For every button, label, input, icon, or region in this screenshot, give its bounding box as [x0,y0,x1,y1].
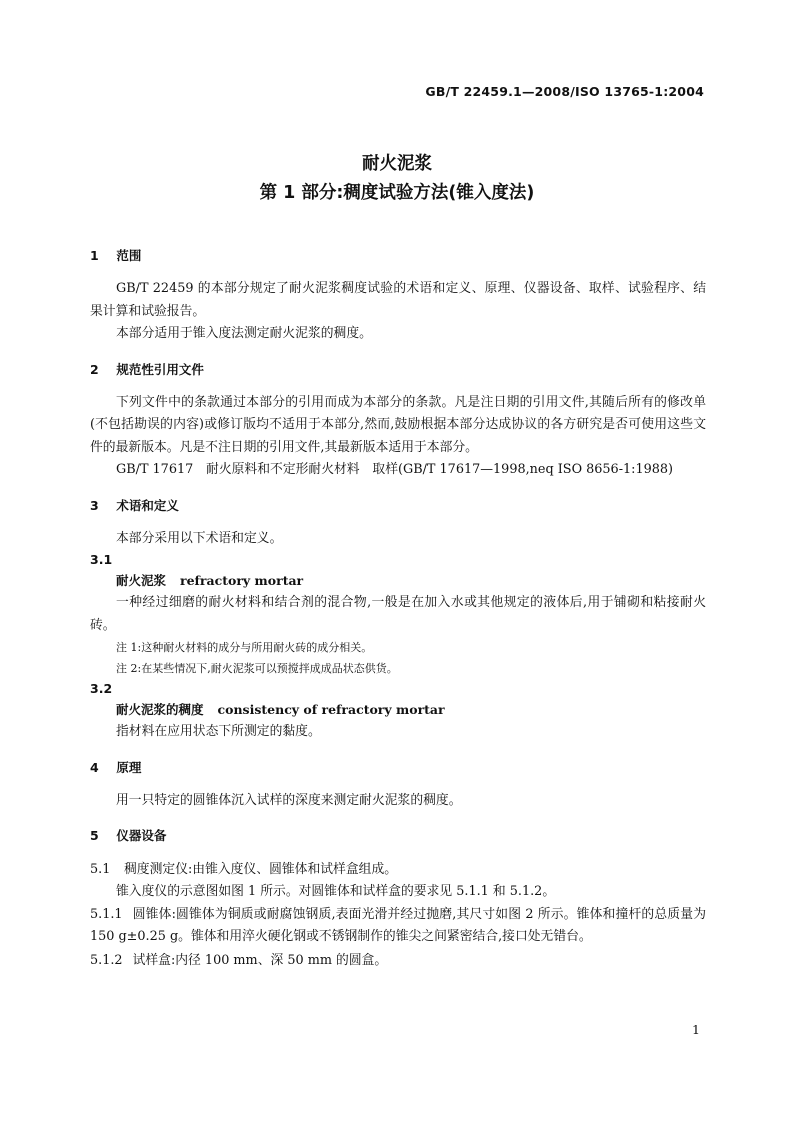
paragraph: 锥入度仪的示意图如图 1 所示。对圆锥体和试样盒的要求见 5.1.1 和 5.1.2。 [116,884,556,899]
section-title: 范围 [116,248,142,263]
clause-text: 试样盒:内径 100 mm、深 50 mm 的圆盒。 [132,952,388,968]
clause-text: 稠度测定仪:由锥入度仪、圆锥体和试样盒组成。 [124,862,398,877]
section-heading-scope [90,246,706,266]
paragraph: 用一只特定的圆锥体沉入试样的深度来测定耐火泥浆的稠度。 [116,792,462,808]
clause-number: 5.1.1 [90,906,123,922]
note: 注 2:在某些情况下,耐火泥浆可以预搅拌成成品状态供货。 [116,662,398,675]
term-entry [90,699,706,721]
section-heading-normative-references [90,360,706,380]
section-title: 仪器设备 [116,828,167,843]
section-title: 规范性引用文件 [116,361,204,377]
paragraph: 本部分适用于锥入度法测定耐火泥浆的稠度。 [116,326,372,341]
section-title: 术语和定义 [116,497,179,513]
section-heading-principle [90,758,706,778]
section-number: 2 [90,361,99,377]
term-english: consistency of refractory mortar [217,702,445,717]
section-title: 原理 [116,759,142,775]
clause-5-1-1 [90,904,706,949]
section-number: 5 [90,828,99,843]
term-chinese: 耐火泥浆的稠度 [116,702,204,717]
section-number: 3 [90,497,99,513]
section-number: 4 [90,759,99,775]
term-definition: 指材料在应用状态下所测定的黏度。 [116,724,321,739]
paragraph: 本部分采用以下术语和定义。 [116,530,283,546]
paragraph: 下列文件中的条款通过本部分的引用而成为本部分的条款。凡是注日期的引用文件,其随后所有的修改单(不包括勘误的内容)或修订版均不适用于本部分,然而,鼓励根据本部分达成协议的各方研究是否可使用这些文件的最新版本。凡是不注日期的引用文件,其最新版本适用于本部分。 [90,394,706,455]
term-definition: 一种经过细磨的耐火材料和结合剂的混合物,一般是在加入水或其他规定的液体后,用于铺砌和粘接耐火砖。 [90,595,706,633]
standard-code: GB/T 22459.1—2008/ISO 13765-1:2004 [425,84,704,99]
document-title: 耐火泥浆 [362,154,432,174]
note: 注 1:这种耐火材料的成分与所用耐火砖的成分相关。 [116,641,373,654]
clause-text: 圆锥体:圆锥体为铜质或耐腐蚀钢质,表面光滑并经过抛磨,其尺寸如图 2 所示。锥体和撞杆的总质量为 150 g±0.25 g。锥体和用淬火硬化钢或不锈钢制作的锥尖之间紧密结合,接口处无错台。 [90,906,706,944]
clause-number: 3.2 [90,681,113,696]
term-english: refractory mortar [180,573,304,588]
title-block [0,150,794,208]
term-chinese: 耐火泥浆 [116,573,167,588]
clause-number: 5.1 [90,862,111,877]
page-number: 1 [692,1022,700,1037]
section-number: 1 [90,248,99,263]
clause-5-1-2 [90,949,706,972]
document-body [90,246,706,972]
section-heading-apparatus [90,826,706,846]
clause-number: 3.1 [90,552,113,567]
reference-entry: GB/T 17617 耐火原料和不定形耐火材料 取样(GB/T 17617—1998,neq ISO 8656-1:1988) [116,462,674,477]
document-subtitle: 第 1 部分:稠度试验方法(锥入度法) [259,183,535,203]
clause-number: 5.1.2 [90,952,123,968]
paragraph: GB/T 22459 的本部分规定了耐火泥浆稠度试验的术语和定义、原理、仪器设备、取样、试验程序、结果计算和试验报告。 [90,281,706,319]
section-heading-terms [90,496,706,516]
clause-5-1 [90,858,706,881]
term-entry [90,570,706,592]
